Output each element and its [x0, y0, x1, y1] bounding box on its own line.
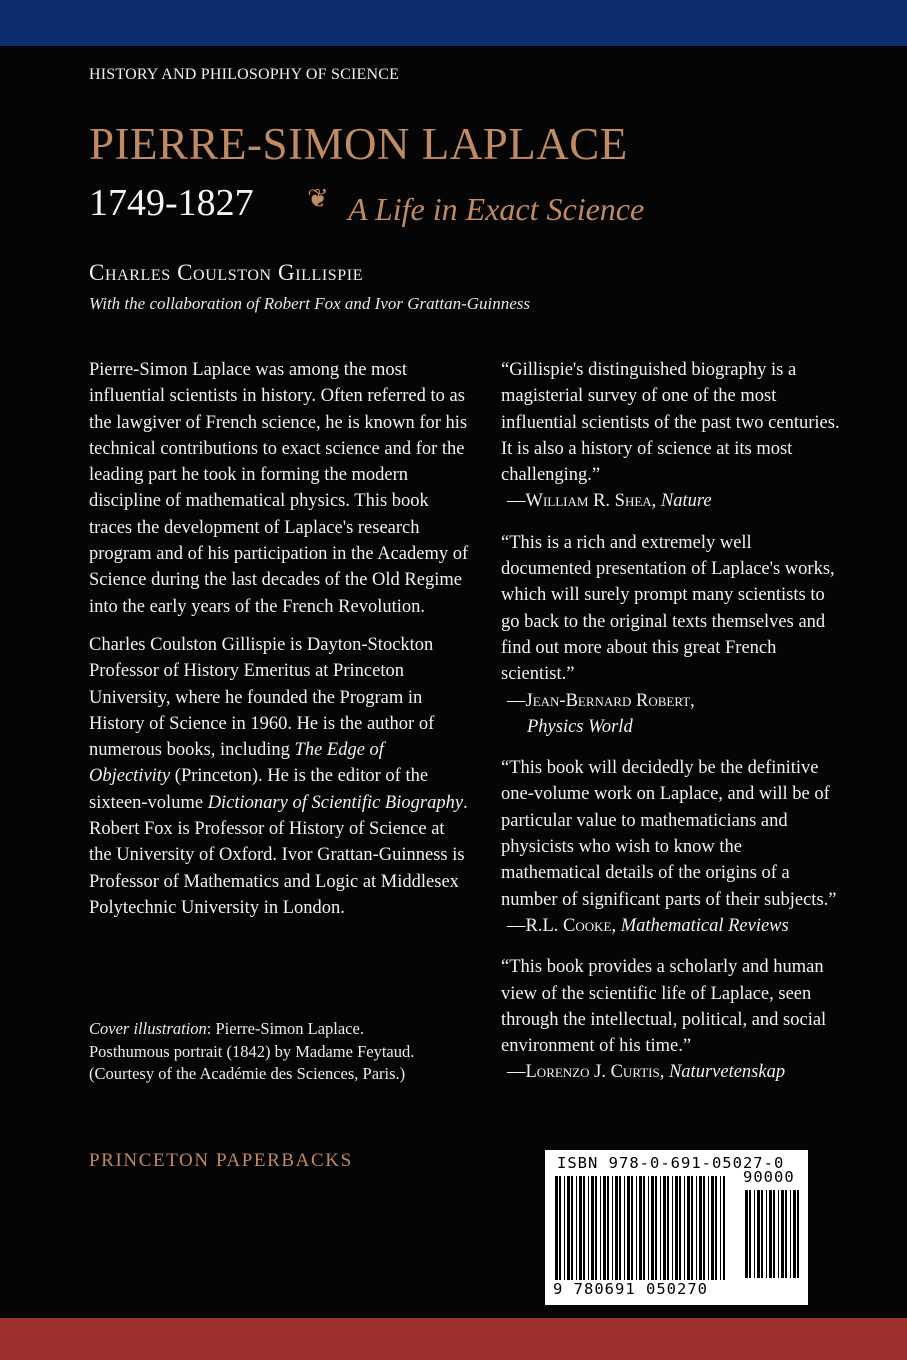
barcode-bar	[612, 1176, 613, 1280]
barcode-bar	[667, 1176, 669, 1280]
barcode-bar	[660, 1176, 661, 1280]
barcode-bar	[773, 1190, 775, 1278]
barcode-bar	[778, 1190, 779, 1278]
life-years: 1749-1827	[89, 182, 254, 224]
barcode-bar	[615, 1176, 618, 1280]
barcode-bar	[708, 1176, 709, 1280]
top-color-band	[0, 0, 907, 46]
barcode-ean-digits: 9 780691 050270	[553, 1280, 708, 1298]
barcode-bar	[655, 1176, 657, 1280]
barcode-bar	[687, 1176, 690, 1280]
barcode-bar	[745, 1190, 748, 1278]
barcode-bar	[619, 1176, 621, 1280]
barcode-bar	[684, 1176, 685, 1280]
barcode-bars-addon	[745, 1190, 801, 1278]
barcode-bar	[785, 1190, 787, 1278]
barcode-bar	[559, 1176, 561, 1280]
barcode-bar	[769, 1190, 772, 1278]
barcode-bar	[720, 1176, 721, 1280]
isbn-barcode	[545, 1150, 808, 1305]
barcode-addon-digits: 90000	[743, 1168, 795, 1186]
barcode-bar	[591, 1176, 594, 1280]
author-bio: Charles Coulston Gillispie is Dayton-Stockton Professor of History Emeritus at Princeton University, where he founded the Program in History of Science in 1960. He is the author of numerous books, including The Edge of Objectivity (Princeton). He is the editor of the sixteen-volume Dictionary of Scientific Biography. Robert Fox is Professor of History of Science at the University of Oxford. Ivor Grattan-Guinness is Professor of Mathematics and Logic at Middlesex Polytechnic University in London.	[89, 634, 468, 918]
barcode-bar	[643, 1176, 645, 1280]
barcode-bar	[663, 1176, 666, 1280]
bottom-color-band	[0, 1318, 907, 1360]
barcode-bar	[564, 1176, 565, 1280]
barcode-bar	[555, 1176, 558, 1280]
barcode-bar	[781, 1190, 784, 1278]
barcode-bar	[723, 1176, 725, 1280]
barcode-bar	[648, 1176, 649, 1280]
barcode-bar	[797, 1190, 799, 1278]
barcode-bar	[793, 1190, 796, 1278]
barcode-bar	[703, 1176, 705, 1280]
barcode-bar	[639, 1176, 642, 1280]
series-label: HISTORY AND PHILOSOPHY OF SCIENCE	[89, 66, 400, 83]
barcode-bar	[576, 1176, 577, 1280]
barcode-bar	[679, 1176, 681, 1280]
review-quote: “This is a rich and extremely well documented presentation of Laplace's works, which will surely prompt many scientists to go back to the original texts themselves and find out more about this great French scientist.” —Jean-Bernard Robert, Physics World	[501, 532, 835, 737]
book-description: Pierre-Simon Laplace was among the most influential scientists in history. Often referred to as the lawgiver of French science, he is known for his technical contributions to exact science and for the leading part he took in forming the modern discipline of mathematical physics. This book traces the development of Laplace's research program and of his participation in the Academy of Science during the last decades of the Old Regime into the early years of the French Revolution.	[89, 360, 469, 617]
barcode-bar	[603, 1176, 606, 1280]
barcode-bar	[583, 1176, 585, 1280]
barcode-bar	[754, 1190, 755, 1278]
barcode-bar	[624, 1176, 625, 1280]
barcode-bar	[790, 1190, 791, 1278]
barcode-bar	[595, 1176, 597, 1280]
barcode-bar	[607, 1176, 609, 1280]
barcode-bar	[711, 1176, 714, 1280]
review-quote: “This book will decidedly be the definitive one-volume work on Laplace, and will be of particular value to mathematicians and physicists who wish to know the mathematical details of the origins of a number of significant parts of their subjects.” —R.L. Cooke, Mathematical Reviews	[501, 758, 837, 936]
description-column	[89, 357, 469, 921]
barcode-bar	[631, 1176, 633, 1280]
barcode-bar	[651, 1176, 654, 1280]
barcode-bar	[636, 1176, 637, 1280]
book-title: PIERRE-SIMON LAPLACE	[89, 119, 628, 169]
barcode-bar	[600, 1176, 601, 1280]
barcode-bar	[672, 1176, 673, 1280]
isbn-label: ISBN 978-0-691-05027-0	[557, 1154, 785, 1172]
book-subtitle: A Life in Exact Science	[348, 191, 645, 227]
barcode-bar	[691, 1176, 693, 1280]
barcode-bar	[571, 1176, 573, 1280]
barcode-bar	[766, 1190, 767, 1278]
barcode-bar	[757, 1190, 760, 1278]
barcode-bar	[588, 1176, 589, 1280]
barcode-bar	[749, 1190, 751, 1278]
barcode-bar	[627, 1176, 630, 1280]
barcode-bars-main	[555, 1176, 725, 1280]
barcode-bar	[696, 1176, 697, 1280]
fleuron-ornament-icon: ❦	[307, 184, 329, 213]
publisher-imprint: PRINCETON PAPERBACKS	[89, 1150, 353, 1171]
review-quote: “Gillispie's distinguished biography is a magisterial survey of one of the most influential scientists of the past two centuries. It is also a history of science at its most challenging.” —William R. Shea, Nature	[501, 360, 840, 512]
barcode-bar	[699, 1176, 702, 1280]
reviews-column	[501, 357, 846, 1101]
barcode-bar	[579, 1176, 582, 1280]
cover-illustration-credit: Cover illustration: Pierre-Simon Laplace. Posthumous portrait (1842) by Madame Feytaud. (Courtesy of the Académie des Sciences, Paris.)	[89, 1019, 415, 1083]
collaboration-line: With the collaboration of Robert Fox and Ivor Grattan-Guinness	[89, 294, 531, 313]
barcode-bar	[715, 1176, 717, 1280]
barcode-bar	[761, 1190, 763, 1278]
barcode-bar	[567, 1176, 570, 1280]
author-name: Charles Coulston Gillispie	[89, 260, 364, 285]
barcode-bar	[675, 1176, 678, 1280]
review-quote: “This book provides a scholarly and human view of the scientific life of Laplace, seen through the intellectual, political, and social environment of his time.” —Lorenzo J. Curtis, Naturvetenskap	[501, 957, 827, 1083]
